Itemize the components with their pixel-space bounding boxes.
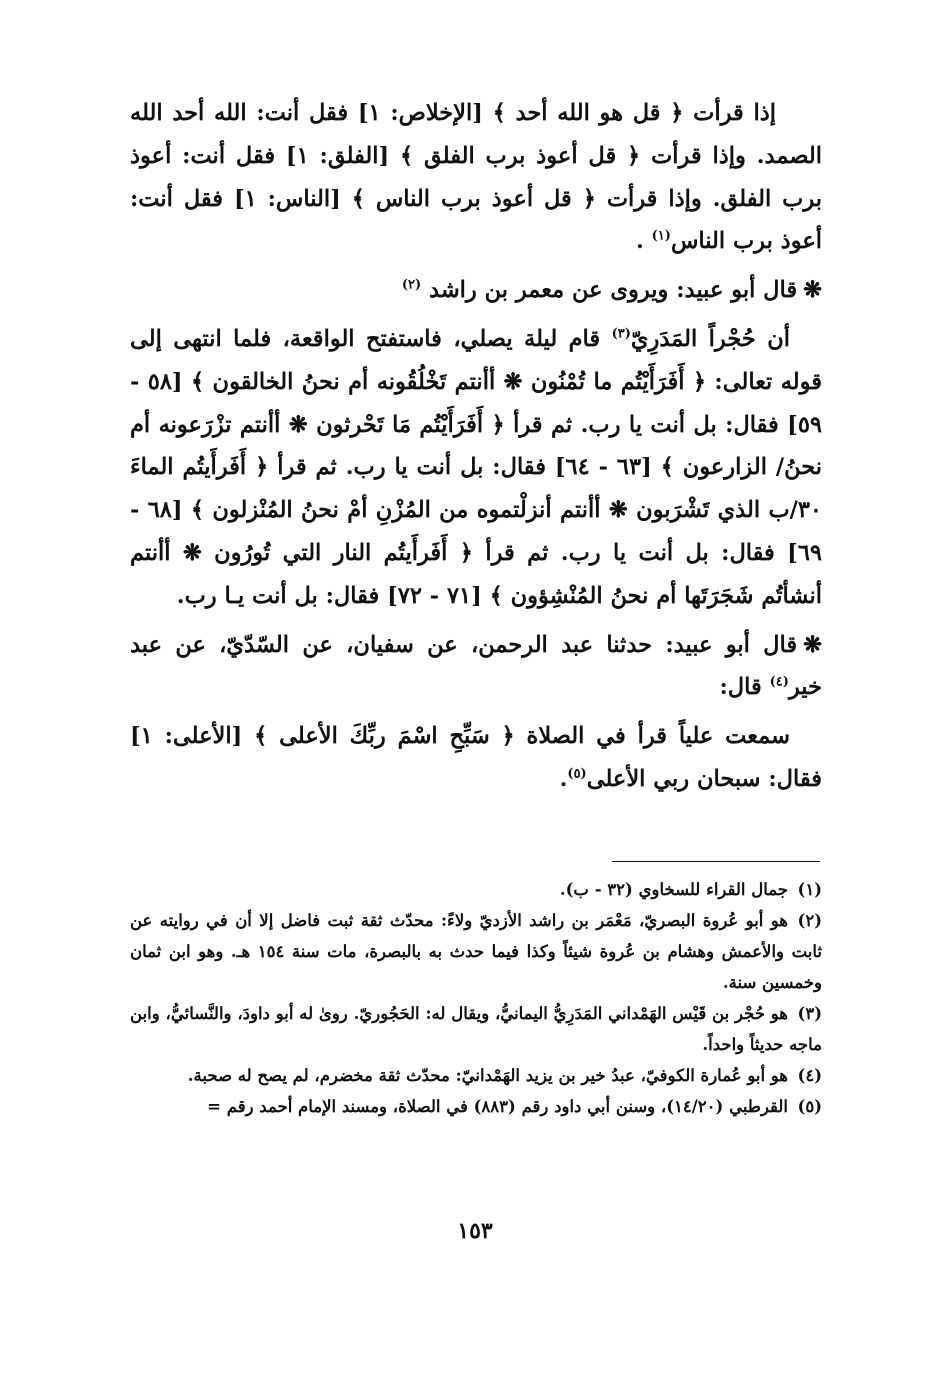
footnote-5 [130,1091,822,1122]
paragraph-text: سمعت علياً قرأ في الصلاة ﴿ سَبِّحِ اسْمَ ربِّكَ الأعلى ﴾ [الأعلى: ١] فقال: سبحان ربي الأعلى [130,723,822,792]
footnote-text: هو حُجْر بن قَيْس الهَمْداني المَدَرِيُّ اليمانيُّ، ويقال له: الحَجُوريّ. روىٰ له أبو داودَ، والنَّسائيُّ، وابن ماجه حديثاً واحداً. [130,1004,822,1054]
asterisk-icon: ❋ [803,631,822,658]
asterisk-icon: ❋ [803,277,822,304]
footnote-text: هو أبو عُروة البصريّ، مَعْمَر بن راشد الأزديّ ولاءً: محدّث ثقة ثبت فاضل إلا أن في روايته عن ثابت والأعمش وهشام بن عُروة شيئاً وكذا فيما حدث به بالبصرة، مات سنة ١٥٤ هـ. وهو ابن ثمان وخمسين سنة. [130,911,822,992]
footnote-number: (٣) [797,1004,822,1023]
paragraph-narration-1 [130,269,822,312]
footnote-text: القرطبي (١٤/٢٠)، وسنن أبي داود رقم (٨٨٣) في الصلاة، ومسند الإمام أحمد رقم = [207,1097,788,1116]
paragraph-hujr-story [130,318,822,618]
footnote-number: (٤) [797,1066,822,1085]
footnote-number: (١) [797,880,822,899]
main-text [130,92,822,801]
paragraph-text: قال أبو عبيد: حدثنا عبد الرحمن، عن سفيان، عن السّدّيّ، عن عبد خير [130,631,822,701]
footnote-text: جمال القراء للسخاوي (٣٢ - ب). [559,880,788,899]
footnote-ref-4[interactable]: (٤) [769,674,789,690]
paragraph-narration-2 [130,624,822,710]
footnote-2 [130,905,822,998]
footnote-1 [130,874,822,905]
paragraph-text: قام ليلة يصلي، فاستفتح الواقعة، فلما انتهى إلى قوله تعالى: ﴿ أَفَرَأَيْتُم ما تُمْنُون ❋ أأنتم تَخْلُقُونه أم نحنُ الخالقون ﴾ [٥٨ - ٥٩] فقال: بل أنت يا رب. ثم قرأ ﴿ أَفَرَأَيْتُم مَا تَحْرثون ❋ أأنتم تزْرَعونه أم نحنُ/ الزارعون ﴾ [٦٣ - ٦٤] فقال: بل أنت يا رب. ثم قرأ ﴿ أَفَرأَيتُم الماءَ ٣٠/ب الذي تَشْرَبون ❋ أأنتم أنزلْتموه من المُزْنِ أمْ نحنُ المُنْزلون ﴾ [٦٨ - ٦٩] فقال: بل أنت يا رب. ثم قرأ ﴿ أَفَرأَيتُم النار التي تُورُون ❋ أأنتم أنشأتُم شَجَرَتَها أم نحنُ المُنْشِؤون ﴾ [٧١ - ٧٢] فقال: بل أنت يـا رب. [130,325,823,609]
paragraph-text: أن حُجْراً المَدَرِيّ [630,325,790,352]
footnote-3 [130,998,822,1060]
footnote-text: هو أبو عُمارة الكوفيّ، عبدُ خير بن يزيد الهَمْدانيّ: محدّث ثقة مخضرم، لم يصح له صحبة. [187,1066,788,1085]
footnote-ref-2[interactable]: (٢) [401,277,422,293]
footnote-ref-3[interactable]: (٣) [611,326,631,342]
paragraph-ali-recitation [130,715,822,801]
footnote-separator [612,861,820,862]
footnote-4 [130,1060,822,1091]
footnotes [130,874,822,1122]
paragraph-text: قال: [719,674,770,701]
paragraph-end: . [559,765,568,792]
footnote-ref-5[interactable]: (٥) [567,766,587,782]
page-number: ١٥٣ [457,1218,493,1244]
footnote-number: (٢) [797,911,822,930]
paragraph-quran-recitation [130,92,822,263]
paragraph-text: إذا قرأت ﴿ قل هو الله أحد ﴾ [الإخلاص: ١] فقل أنت: الله أحد الله الصمد. وإذا قرأت ﴿ قل أعوذ برب الفلق ﴾ [الفلق: ١] فقل أنت: أعوذ برب الفلق. وإذا قرأت ﴿ قل أعوذ برب الناس ﴾ [الناس: ١] فقل أنت: أعوذ برب الناس [130,100,822,255]
footnote-ref-1[interactable]: (١) [651,228,671,244]
footnote-number: (٥) [797,1097,822,1116]
paragraph-end: . [635,228,652,255]
paragraph-text: قال أبو عبيد: ويروى عن معمر بن راشد [429,277,798,304]
